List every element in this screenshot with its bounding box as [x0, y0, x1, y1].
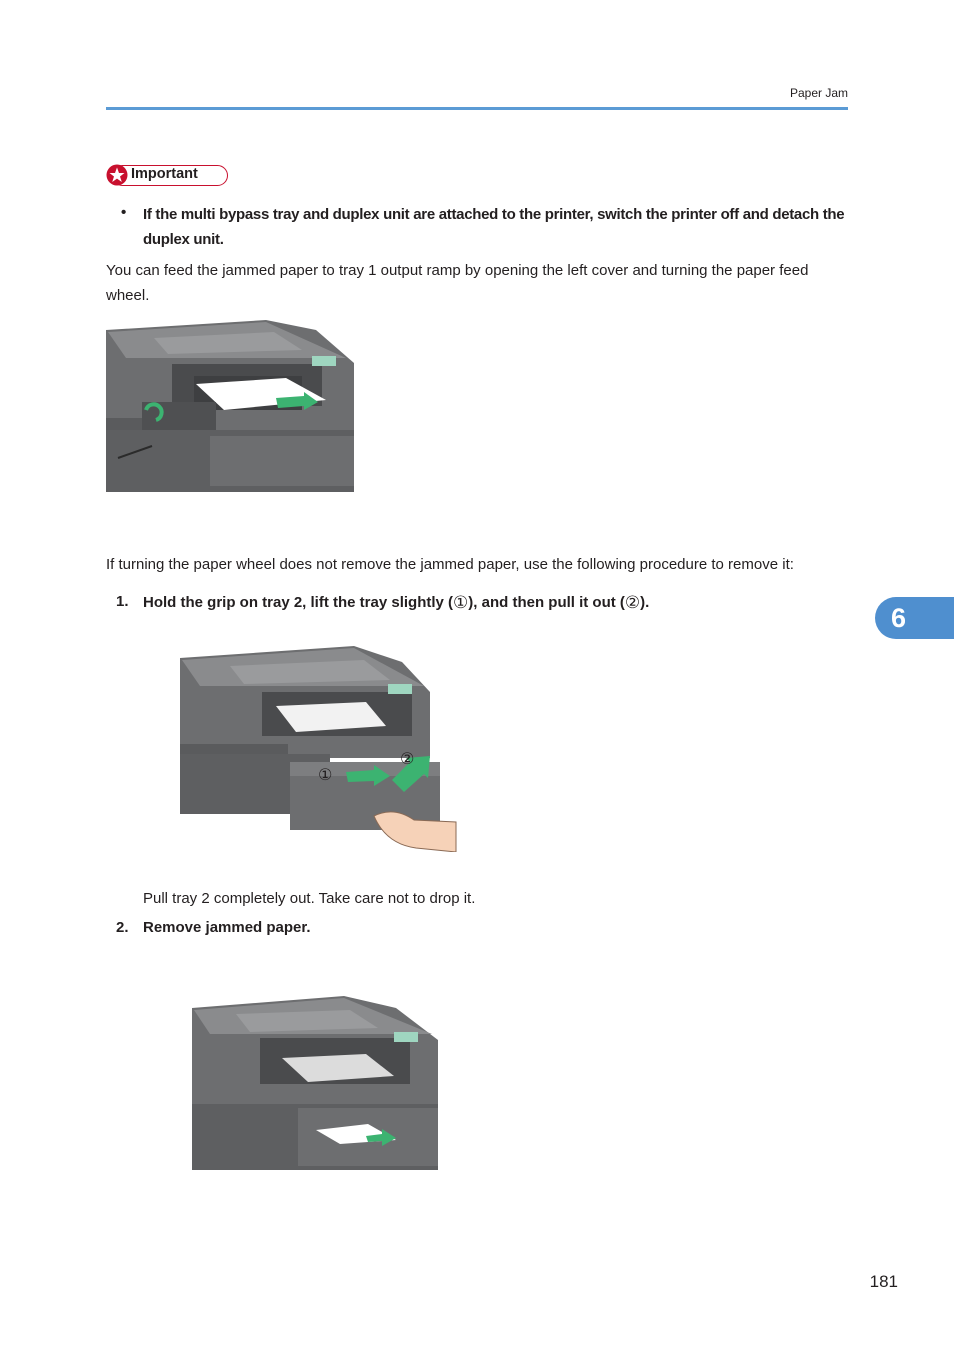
step-1-text-part3: ). — [640, 594, 650, 611]
step-1-number: 1. — [116, 593, 129, 610]
printer-figure-feed-wheel — [106, 318, 358, 498]
step-1-text-part1: Hold the grip on tray 2, lift the tray slightly ( — [143, 594, 454, 611]
chapter-number: 6 — [891, 603, 907, 633]
printer-figure-pull-tray — [178, 644, 460, 852]
header-rule — [106, 107, 848, 110]
step-1-marker-2: ② — [624, 593, 641, 612]
step-1-note: Pull tray 2 completely out. Take care not to drop it. — [143, 890, 476, 907]
step-1-text-part2: ), and then pull it out ( — [468, 594, 625, 611]
step-1-instruction — [143, 593, 649, 613]
important-label: Important — [131, 166, 198, 182]
important-badge — [106, 164, 228, 186]
callout-2-label: ② — [400, 749, 415, 768]
step-2-number: 2. — [116, 919, 129, 936]
callout-1-label: ① — [318, 765, 333, 784]
intro-paragraph: You can feed the jammed paper to tray 1 output ramp by opening the left cover and turning the paper feed wheel. — [106, 262, 809, 304]
printer-figure-remove-paper — [190, 994, 442, 1174]
chapter-tab — [875, 597, 954, 639]
important-bullet: If the multi bypass tray and duplex unit are attached to the printer, switch the printer off and detach the duplex unit. — [143, 206, 845, 248]
step-1-marker-1: ① — [453, 593, 469, 612]
step-2-instruction: Remove jammed paper. — [143, 919, 311, 936]
running-header: Paper Jam — [789, 86, 848, 100]
procedure-intro-paragraph: If turning the paper wheel does not remove the jammed paper, use the following procedure to remove it: — [106, 556, 794, 573]
star-icon — [106, 164, 128, 186]
bullet-marker: • — [121, 204, 127, 221]
page-number: 181 — [869, 1272, 898, 1291]
